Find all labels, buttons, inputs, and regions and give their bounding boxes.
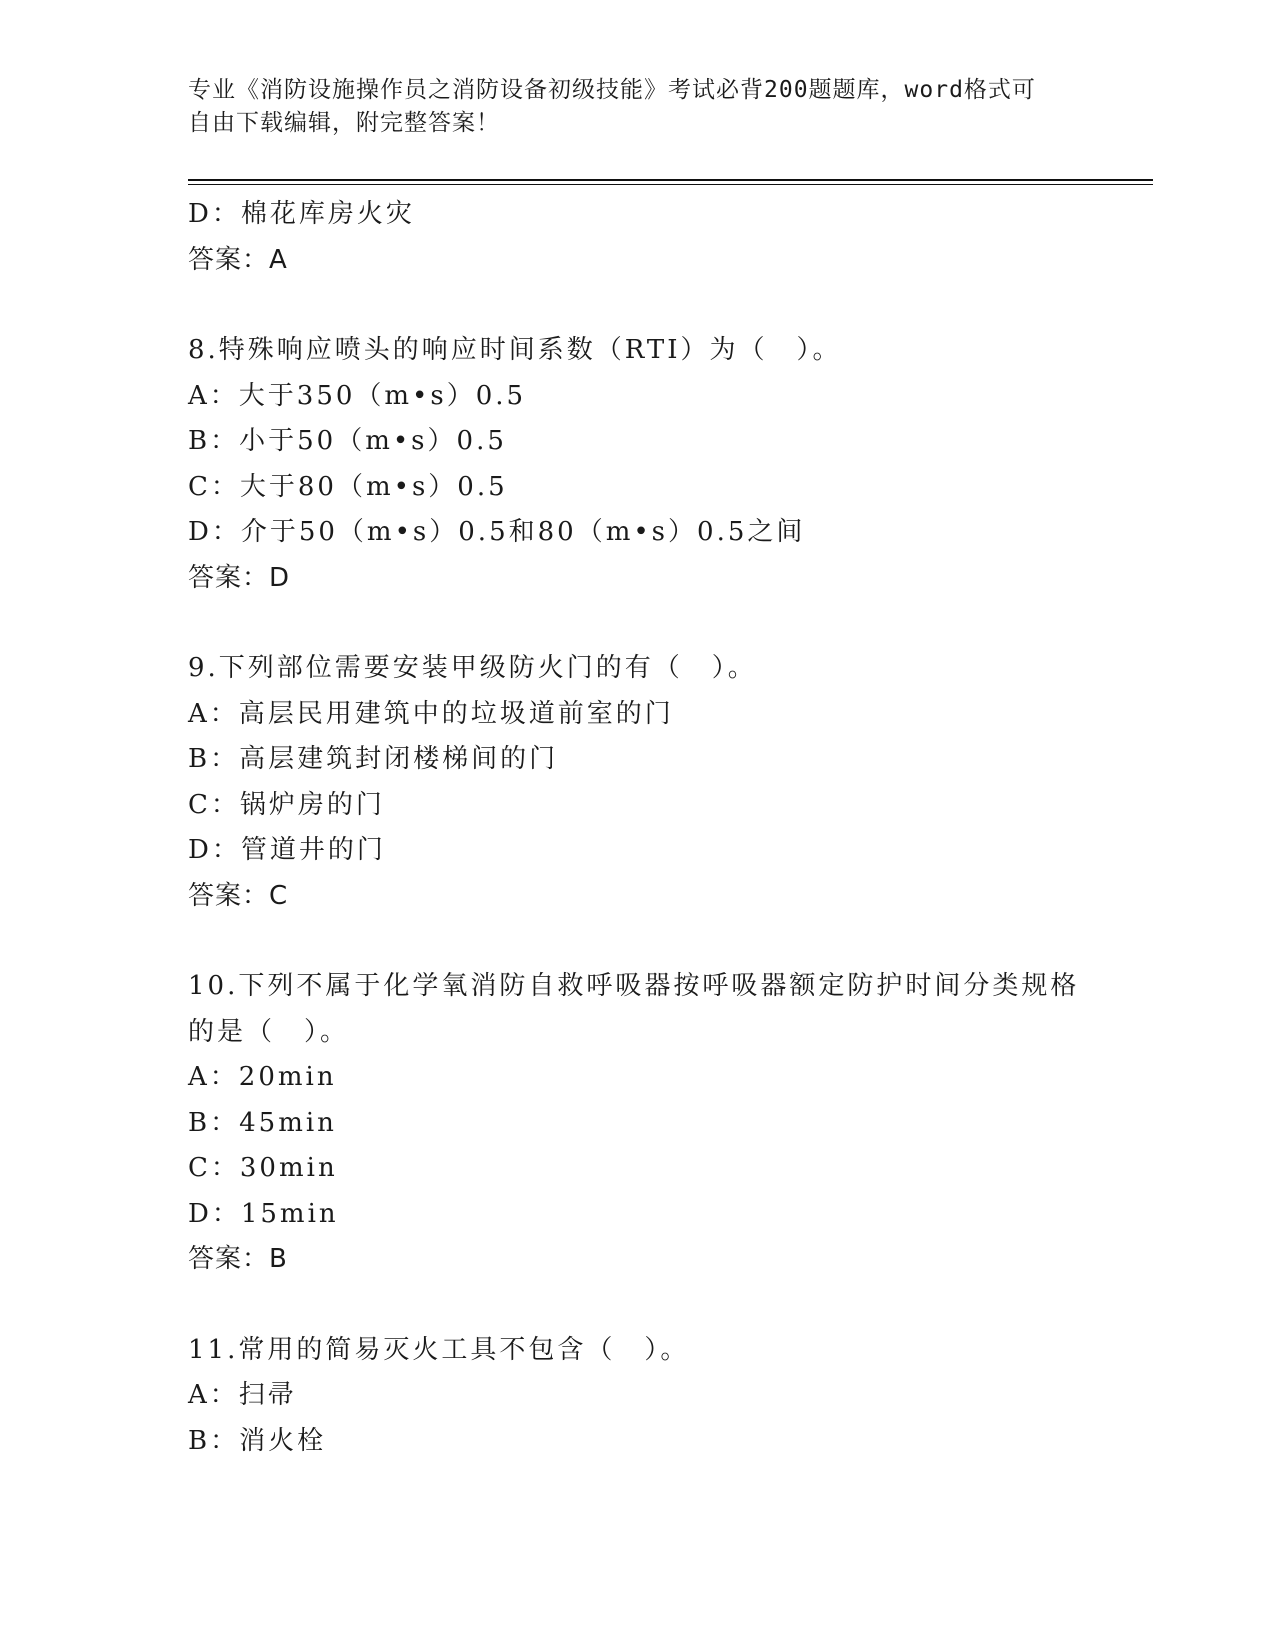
option-b: B：消火栓 (188, 1425, 327, 1456)
answer-line: 答案：B (188, 1244, 288, 1274)
question-10 (188, 964, 1088, 1283)
answer-line: 答案：C (188, 880, 289, 911)
question-stem-line-1: 10.下列不属于化学氧消防自救呼吸器按呼吸器额定防护时间分类规格 (188, 971, 1080, 1001)
option-b: B：小于50（m•s）0.5 (188, 426, 507, 456)
answer-line: 答案：D (188, 562, 291, 593)
header-divider-thin (188, 184, 1153, 185)
option-d: D：管道井的门 (188, 835, 386, 865)
previous-question-tail (188, 192, 1088, 283)
header-divider-thick (188, 179, 1153, 181)
option-c: C：锅炉房的门 (188, 789, 385, 820)
option-a: A：高层民用建筑中的垃圾道前室的门 (188, 698, 674, 729)
option-a: A：20min (188, 1062, 337, 1092)
option-b: B：45min (188, 1107, 337, 1138)
option-a: A：扫帚 (188, 1380, 297, 1410)
header-line-2: 自由下载编辑，附完整答案！ (188, 110, 500, 136)
option-a: A：大于350（m•s）0.5 (188, 380, 527, 411)
option-b: B：高层建筑封闭楼梯间的门 (188, 744, 559, 774)
question-11 (188, 1328, 1088, 1465)
answer-line: 答案：A (188, 244, 288, 275)
question-8 (188, 328, 1088, 601)
question-stem: 8.特殊响应喷头的响应时间系数（RTI）为（ ）。 (188, 335, 842, 365)
option-d: D：棉花库房火灾 (188, 199, 415, 229)
header-line-1: 专业《消防设施操作员之消防设备初级技能》考试必背200题题库，word格式可 (188, 77, 1036, 103)
document-header (188, 74, 1068, 140)
question-stem: 9.下列部位需要安装甲级防火门的有（ ）。 (188, 653, 757, 683)
option-c: C：大于80（m•s）0.5 (188, 471, 508, 502)
question-9 (188, 646, 1088, 919)
question-stem-line-2: 的是（ ）。 (188, 1016, 350, 1047)
option-d: D：15min (188, 1198, 339, 1229)
question-stem: 11.常用的简易灭火工具不包含（ ）。 (188, 1334, 690, 1365)
option-d: D：介于50（m•s）0.5和80（m•s）0.5之间 (188, 517, 806, 547)
option-c: C：30min (188, 1153, 338, 1183)
question-list (188, 192, 1088, 1464)
